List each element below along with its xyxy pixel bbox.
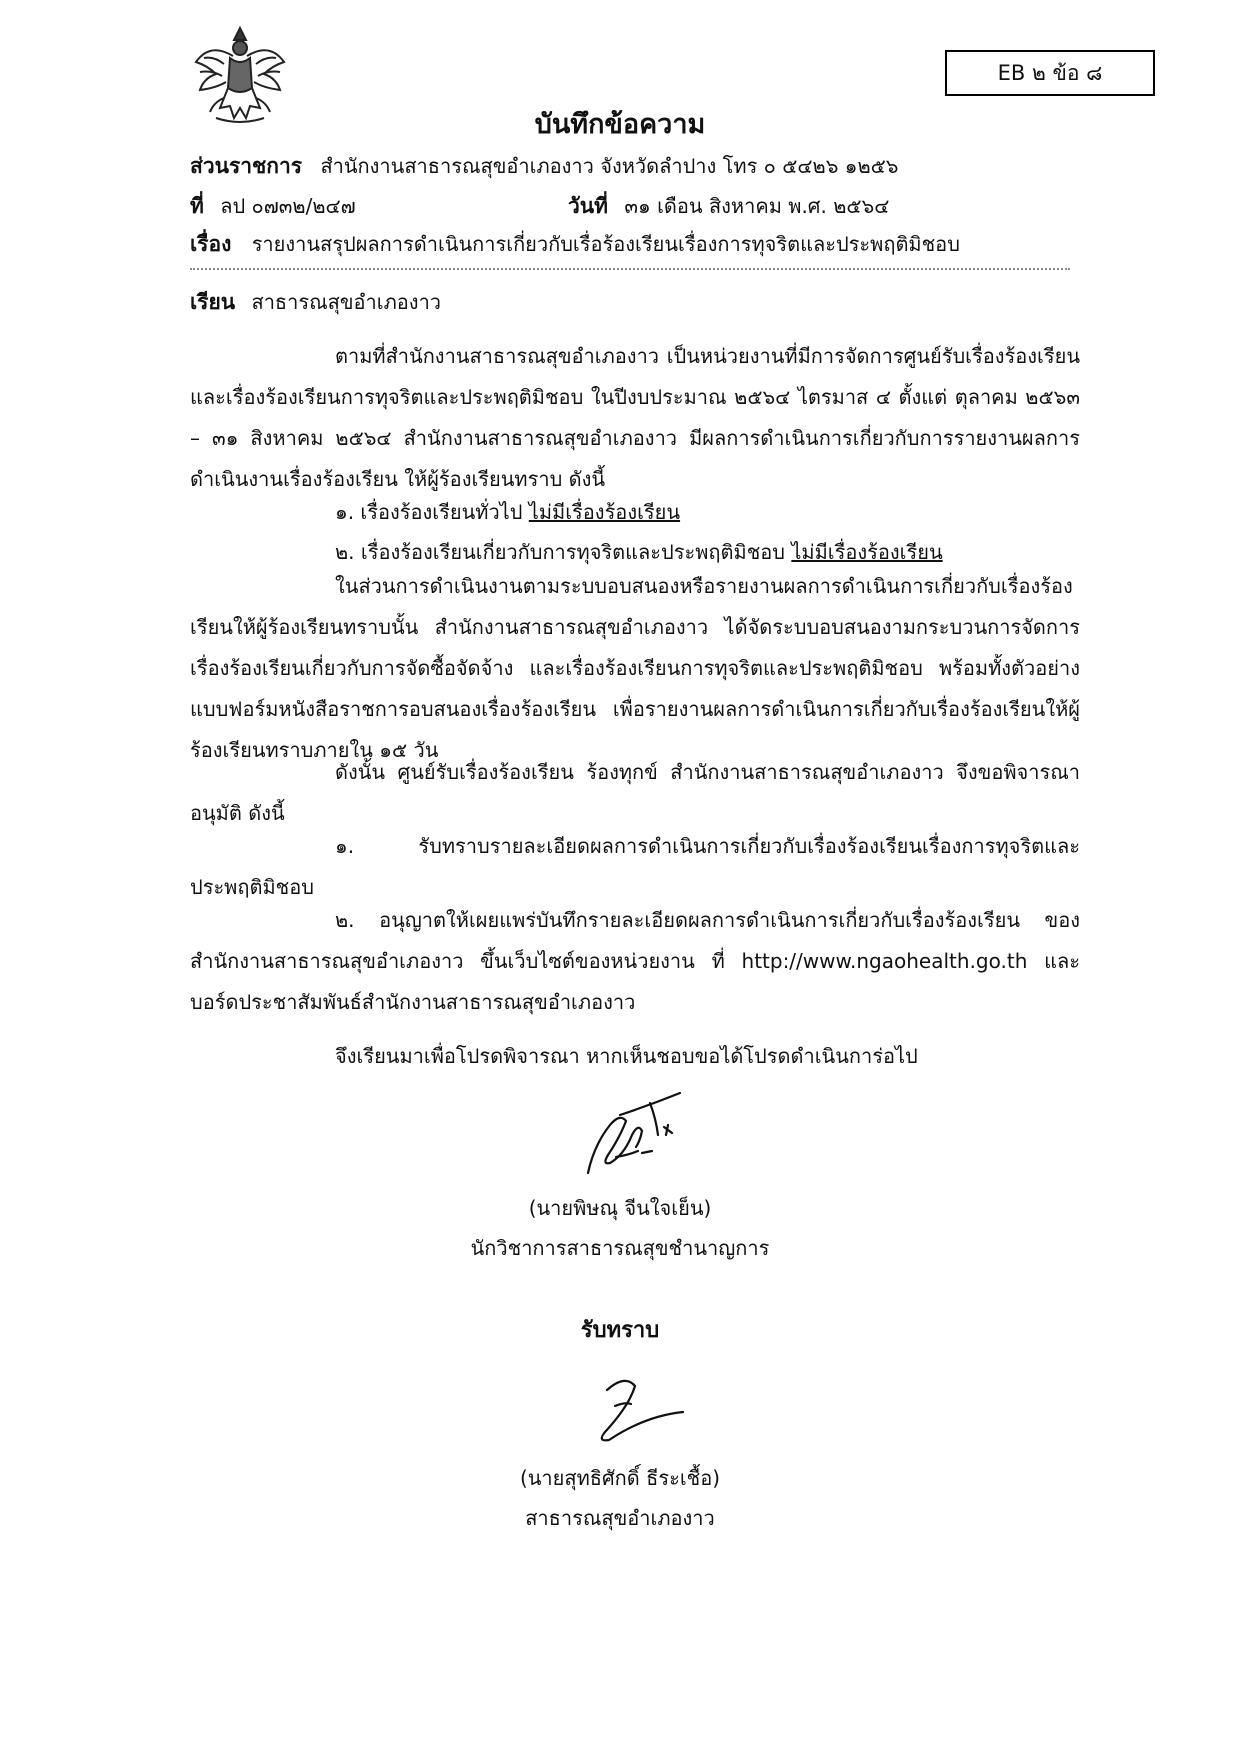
signature-2-image [585, 1370, 695, 1455]
item-2-result: ไม่มีเรื่องร้องเรียน [791, 540, 943, 564]
header-divider [190, 268, 1070, 270]
agency-label: ส่วนราชการ [190, 154, 303, 178]
item-2-text: ๒. เรื่องร้องเรียนเกี่ยวกับการทุจริตและประพฤติมิชอบ [335, 540, 785, 564]
to-value: สาธารณสุขอำเภองาว [251, 290, 442, 314]
signer-2-position: สาธารณสุขอำเภองาว [525, 1506, 715, 1530]
number-value: ลป ๐๗๓๒/๒๔๗ [220, 194, 356, 218]
item-1-result: ไม่มีเรื่องร้องเรียน [528, 500, 681, 524]
body-paragraph-2: ในส่วนการดำเนินงานตามระบบอบสนองหรือรายงานผลการดำเนินการเกี่ยวกับเรื่องร้องเรียนให้ผู้ร้องเรียนทราบนั้น สำนักงานสาธารณสุขอำเภองาว ได้จัดระบบอบสนองามกระบวนการจัดการเรื่องร้องเรียนเกี่ยวกับการจัดซื้อจัดจ้าง และเรื่องร้องเรียนการทุจริตและประพฤติมิชอบ พร้อมทั้งตัวอย่างแบบฟอร์มหนังสือราชการอบสนองเรื่องร้องเรียน เพื่อรายงานผลการดำเนินการเกี่ยวกับเรื่องร้องเรียนให้ผู้ร้องเรียนทราบภายใน ๑๕ วัน [190, 574, 1080, 762]
closing-sentence: จึงเรียนมาเพื่อโปรดพิจารณา หากเห็นชอบขอได้โปรดดำเนินการ่อไป [335, 1044, 918, 1068]
approval-item-2: ๒. อนุญาตให้เผยแพร่บันทึกรายละเอียดผลการดำเนินการเกี่ยวกับเรื่องร้องเรียน ของสำนักงานสาธารณสุขอำเภองาว ขึ้นเว็บไซต์ของหน่วยงาน ที่ http://www.ngaohealth.go.th และบอร์ดประชาสัมพันธ์สำนักงานสาธารณสุขอำเภองาว [190, 908, 1080, 1014]
signature-1-image [580, 1085, 690, 1180]
date-label: วันที่ [568, 194, 608, 218]
number-line [190, 190, 356, 223]
item-2 [335, 536, 943, 568]
date-value: ๓๑ เดือน สิงหาคม พ.ศ. ๒๕๖๔ [624, 194, 890, 218]
item-1-text: ๑. เรื่องร้องเรียนทั่วไป [335, 500, 523, 524]
body-paragraph-3: ดังนั้น ศูนย์รับเรื่องร้องเรียน ร้องทุกข์ สำนักงานสาธารณสุขอำเภองาว จึงขอพิจารณาอนุมัติ ดังนี้ [190, 760, 1080, 825]
approval-item-1: ๑. รับทราบรายละเอียดผลการดำเนินการเกี่ยวกับเรื่องร้องเรียนเรื่องการทุจริตและประพฤติมิชอบ [190, 834, 1080, 899]
reference-code-box: EB ๒ ข้อ ๘ [945, 50, 1155, 96]
subject-label: เรื่อง [190, 232, 232, 256]
subject-value: รายงานสรุปผลการดำเนินการเกี่ยวกับเรื่อร้องเรียนเรื่องการทุจริตและประพฤติมิชอบ [251, 232, 960, 256]
acknowledge-label: รับทราบ [580, 1318, 660, 1343]
body-paragraph-1: ตามที่สำนักงานสาธารณสุขอำเภองาว เป็นหน่วยงานที่มีการจัดการศูนย์รับเรื่องร้องเรียน และเรื่องร้องเรียนการทุจริตและประพฤติมิชอบ ในปีงบประมาณ ๒๕๖๔ ไตรมาส ๔ ตั้งแต่ ตุลาคม ๒๕๖๓ – ๓๑ สิงหาคม ๒๕๖๔ สำนักงานสาธารณสุขอำเภองาว มีผลการดำเนินการเกี่ยวกับการรายงานผลการดำเนินงานเรื่องร้องเรียน ให้ผู้ร้องเรียนทราบ ดังนี้ [190, 344, 1080, 491]
memo-title: บันทึกข้อความ [534, 109, 706, 140]
signer-2-name: (นายสุทธิศักดิ์ ธีระเชื้อ) [519, 1466, 721, 1490]
item-1 [335, 496, 680, 528]
agency-value: สำนักงานสาธารณสุขอำเภองาว จังหวัดลำปาง โทร ๐ ๕๔๒๖ ๑๒๕๖ [320, 154, 899, 178]
number-label: ที่ [190, 194, 204, 218]
subject-line [190, 228, 960, 261]
date-line [568, 190, 889, 223]
agency-line [190, 150, 898, 183]
addressee-line [190, 286, 441, 319]
signer-1-name: (นายพิษณุ จีนใจเย็น) [528, 1196, 712, 1220]
signer-1-position: นักวิชาการสาธารณสุขชำนาญการ [470, 1236, 770, 1260]
to-label: เรียน [190, 290, 236, 314]
